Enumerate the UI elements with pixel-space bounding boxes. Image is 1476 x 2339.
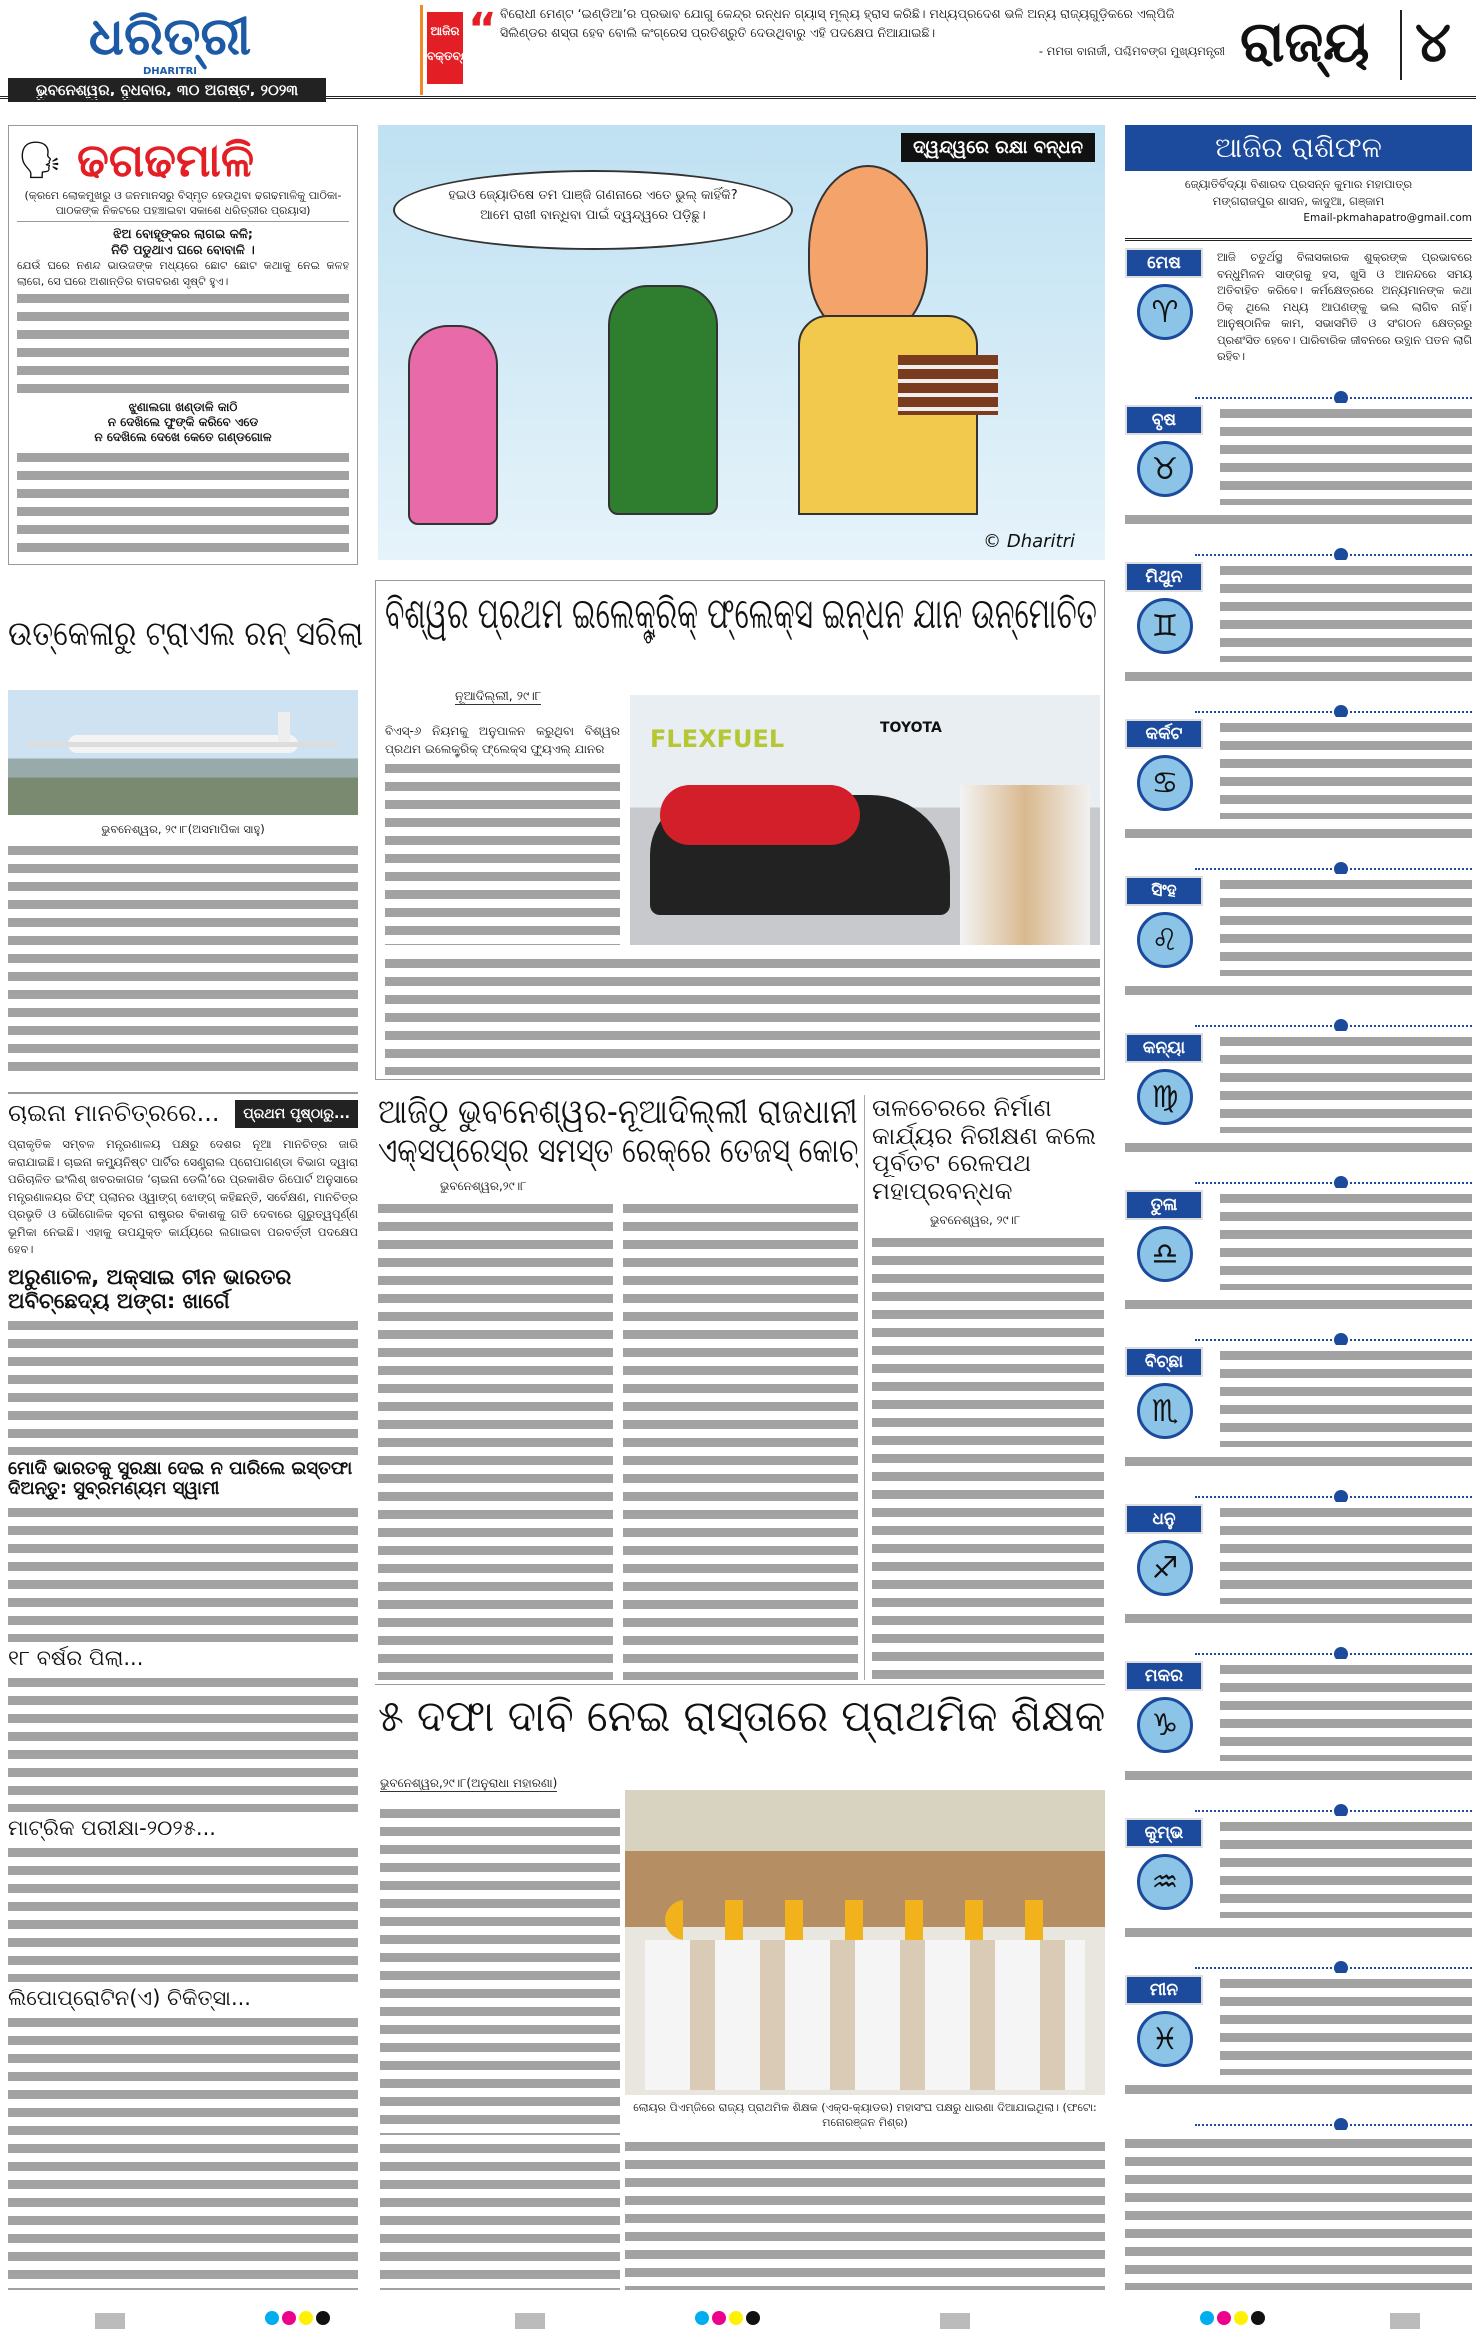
zodiac-sign-icon: ♉ (1137, 441, 1193, 497)
rajdhani-headline-line2: ଏକ୍ସପ୍ରେସ୍‌ର ସମସ୍ତ ରେକ୍‌ରେ ତେଜସ୍ କୋଚ୍ (378, 1132, 858, 1172)
talcher-dateline: ଭୁବନେଶ୍ୱର, ୨୯।୮ (930, 1213, 1021, 1228)
zodiac-sign-icon: ♌ (1137, 912, 1193, 968)
zodiac-side (1125, 1661, 1217, 1765)
books-stack (898, 355, 998, 415)
china-headline: ଚାଇନା ମାନଚିତ୍ରରେ... (8, 1100, 220, 1127)
man-figure (608, 285, 718, 515)
zodiac-item (1125, 1504, 1472, 1659)
zodiac-label: ମୀନ (1125, 1975, 1203, 2005)
zodiac-item (1125, 1347, 1472, 1502)
zodiac-sign-icon: ♒ (1137, 1854, 1193, 1910)
zodiac-item (1125, 719, 1472, 874)
registration-marks (0, 2305, 1476, 2335)
zodiac-label: ସିଂହ (1125, 876, 1203, 906)
zodiac-sign-icon: ♍ (1137, 1069, 1193, 1125)
zodiac-item (1125, 1818, 1472, 1973)
astrologer-figure (808, 165, 928, 335)
china-body: ପ୍ରାକୃତିକ ସମ୍ବଳ ମନ୍ତ୍ରଣାଳୟ ପକ୍ଷରୁ ଦେଶର ନୂଆ ମାନଚିତ୍ର ଜାରି କରାଯାଇଛି। ଚାଇନା କମ୍ୟୁନିଷ୍ଟ ପାର୍ଟିର ସେଣ୍ଟ୍ରାଲ ପ୍ରୋପାଗଣ୍ଡା ବିଭାଗ ଦ୍ୱାରା ପରିଚାଳିତ ଇଂଲିଶ୍ ଖବରକାଗଜ ‘ଚାଇନା ଡେଲି’ରେ ପ୍ରକାଶିତ ରିପୋର୍ଟ ଅନୁସାରେ ମନ୍ତ୍ରଣାଳୟର ଚିଫ୍ ପ୍ଲାନର ଓ୍ୱାଙ୍ଗ୍ ଝୋଙ୍ଗ୍ କହିଛନ୍ତି, ସର୍ବେକ୍ଷଣ, ମାନଚିତ୍ର ପ୍ରଭୃତି ଓ ଭୌଗୋଳିକ ସୂଚନା ରାଷ୍ଟ୍ରର ବିକାଶକୁ ଗତି ଦେବାରେ ଗୁରୁତ୍ୱପୂର୍ଣ୍ଣ ଭୂମିକା ନେଇଛି। ଏହାକୁ ଉପଯୁକ୍ତ କାର୍ଯ୍ୟରେ ଲଗାଇବା ପରବର୍ତ୍ତୀ ପଦକ୍ଷେପ ହେବ। (8, 1137, 358, 1256)
teachers-photo-caption: ଲୋୟର ପିଏମ୍‌ଜିରେ ରାଜ୍ୟ ପ୍ରାଥମିକ ଶିକ୍ଷକ (ଏକ୍ସ-କ୍ୟାଡର) ମହାସଂଘ ପକ୍ଷରୁ ଧାରଣା ଦିଆଯାଇଥିଲା। (ଫଟୋ: ମନୋରଞ୍ଜନ ମିଶ୍ର) (633, 2101, 1097, 2129)
masthead (0, 0, 1476, 100)
cartoon-credit: © Dharitri (983, 531, 1075, 552)
zodiac-label: ମକର (1125, 1661, 1203, 1691)
ugramali-column: 🗣 ଢଗଢମାଳି (କ୍ରମେ ଲୋକମୁଖରୁ ଓ ଜନମାନସରୁ ବିସ୍ମୃତ ହେଉଥିବା ଢଗଢମାଳିକୁ ପାଠିକା-ପାଠକଙ୍କ ନିକଟରେ ପହଞ୍ଚାଇବା ସକାଶେ ଧରିତ୍ରୀର ପ୍ରୟାସ) ଝିଅ ବୋହୂଙ୍କର ଲାଗଇ କଳି; ନିତି ପଡୁଥାଏ ଘରେ ବୋବାଳି । ଯେଉଁ ଘରେ ନଣନ୍ଦ ଭାଉଜଙ୍କ ମଧ୍ୟରେ ଛୋଟ ଛୋଟ କଥାକୁ ନେଇ କଳହ ଲାଗେ, ସେ ଘରେ ଅଶାନ୍ତିର ବାତାବରଣ ସୃଷ୍ଟି ହୁଏ। ଝୁଣାଲଗା ଖଣ୍ଡାଳି କାଠି ନ ଦେଖିଲେ ଫୁଙ୍କି କରିବେ ଏଡେ ନ ଦେଖିଲେ ଦେଖେ କେତେ ଗଣ୍ଡଗୋଳ (8, 125, 358, 565)
zodiac-item (1125, 562, 1472, 717)
zodiac-text: ଆଜି ଚତୁର୍ଥସ୍ଥ ବିଳାସକାରକ ଶୁକ୍ରଙ୍କ ପ୍ରଭାବରେ ବନ୍ଧୁମିଳନ ସାଙ୍ଗକୁ ହସ, ଖୁସି ଓ ଆନନ୍ଦରେ ସମୟ ଅତିବାହିତ କରିବେ। କର୍ମକ୍ଷେତ୍ରରେ ଅନ୍ୟମାନଙ୍କ କଥା ଠିକ୍ ଥିଲେ ମଧ୍ୟ ଆପଣଙ୍କୁ ଭଲ ଲାଗିବ ନାହିଁ। ଆନୁଷ୍ଠାନିକ କାମ, ସଭାସମିତି ଓ ସଂଗଠନ କ୍ଷେତ୍ରରୁ ପ୍ରଶଂସିତ ହେବେ। ପାରିବାରିକ ଜୀବନରେ ଉତ୍ଥାନ ପତନ ଲାଗି ରହିବ। (1217, 251, 1472, 363)
china-column (8, 1100, 358, 2290)
zodiac-item (1125, 1033, 1472, 1188)
quote-text: ବିରୋଧୀ ମେଣ୍ଟ ‘ଇଣ୍ଡିଆ’ର ପ୍ରଭାବ ଯୋଗୁ କେନ୍ଦ୍ର ରନ୍ଧନ ଗ୍ୟାସ୍ ମୂଲ୍ୟ ହ୍ରାସ କରିଛି। ମଧ୍ୟପ୍ରଦେଶ ଭଳି ଅନ୍ୟ ରାଜ୍ୟଗୁଡ଼ିକରେ ଏଲ୍‌ପିଜି ସିଲିଣ୍ଡର ଶସ୍ତା ହେବ ବୋଲି କଂଗ୍ରେସ ପ୍ରତିଶ୍ରୁତି ଦେଉଥିବାରୁ ଏହି ପଦକ୍ଷେପ ନିଆଯାଇଛି। (500, 6, 1175, 40)
flexfuel-dateline: ନୂଆଦିଲ୍ଲୀ, ୨୯।୮ (455, 688, 542, 703)
logo: ଧରିତ୍ରୀ DHARITRI (88, 7, 252, 77)
rajdhani-headline-line1: ଆଜିଠୁ ଭୁବନେଶ୍ୱର-ନୂଆଦିଲ୍ଲୀ ରାଜଧାନୀ (378, 1093, 858, 1132)
teachers-headline: ୫ ଦଫା ଦାବି ନେଇ ରାସ୍ତାରେ ପ୍ରାଥମିକ ଶିକ୍ଷକ (378, 1692, 1105, 1742)
zodiac-sign-icon: ♊ (1137, 598, 1193, 654)
flexfuel-headline: ବିଶ୍ୱର ପ୍ରଥମ ଇଲେକ୍ଟ୍ରିକ୍ ଫ୍ଲେକ୍ସ ଇନ୍ଧନ ଯାନ ଉନ୍ମୋଚିତ (385, 590, 1097, 639)
rajdhani-dateline: ଭୁବନେଶ୍ୱର,୨୯।୮ (440, 1179, 527, 1194)
quote-author: - ମମତା ବାନାର୍ଜୀ, ପଶ୍ଚିମବଙ୍ଗ ମୁଖ୍ୟମନ୍ତ୍ରୀ (1038, 44, 1225, 58)
zodiac-item (1125, 1975, 1472, 2130)
zodiac-sign-icon: ♈ (1137, 284, 1193, 340)
section-name: ରାଜ୍ୟ (1240, 10, 1370, 75)
trial-headline: ଉତ୍କେଳାରୁ ଟ୍ରାଏଲ ରନ୍ ସରିଲା (8, 615, 363, 654)
zodiac-side (1125, 1504, 1217, 1608)
zodiac-label: ମିଥୁନ (1125, 562, 1203, 592)
teachers-protest-photo (625, 1790, 1105, 2095)
first-page-tag: ପ୍ରଥମ ପୃଷ୍ଠାରୁ... (235, 1100, 358, 1128)
zodiac-side (1125, 248, 1217, 352)
zodiac-sign-icon: ♎ (1137, 1226, 1193, 1282)
quote-mark-icon: “ (468, 4, 497, 55)
ugramali-title: ଢଗଢମାଳି (77, 133, 255, 187)
flexfuel-photo: FLEXFUEL TOYOTA (630, 695, 1100, 945)
zodiac-item (1125, 876, 1472, 1031)
talcher-story (872, 1095, 1104, 1680)
zodiac-side (1125, 876, 1217, 980)
zodiac-label: କର୍କଟ (1125, 719, 1203, 749)
zodiac-label: ବିଚ୍ଛା (1125, 1347, 1203, 1377)
quote-tag: ଆଜିର ବକ୍ତବ୍ୟ (427, 12, 463, 84)
zodiac-label: କନ୍ୟା (1125, 1033, 1203, 1063)
aircraft-photo (8, 690, 358, 815)
zodiac-label: କୁମ୍ଭ (1125, 1818, 1203, 1848)
zodiac-item (1125, 248, 1472, 403)
jump-headline-3: ଲିପୋପ୍ରୋଟିନ(ଏ) ଚିକିତ୍ସା... (8, 1986, 251, 2011)
speech-bubble: ହଇଓ ଜ୍ୟୋତିଷେ ତମ ପାଞ୍ଜି ଗଣନାରେ ଏତେ ଭୁଲ୍ କାହିଁକି? ଆମେ ରାଖୀ ବାନ୍ଧିବା ପାଇଁ ଦ୍ୱନ୍ଦ୍ୱରେ ପଡ଼ିଛୁ। (393, 170, 793, 250)
jump-headline-2: ମାଟ୍ରିକ ପରୀକ୍ଷା-୨୦୨୫... (8, 1816, 216, 1841)
trial-dateline: ଭୁବନେଶ୍ୱର, ୨୯।୮(ଅସମାପିକା ସାହୁ) (101, 822, 265, 836)
cartoon-faces-icon: 🗣 (17, 140, 63, 181)
zodiac-sign-icon: ♏ (1137, 1383, 1193, 1439)
zodiac-sign-icon: ♐ (1137, 1540, 1193, 1596)
dateline: ଭୁବନେଶ୍ୱର, ବୁଧବାର, ୩୦ ଅଗଷ୍ଟ, ୨୦୨୩ (8, 78, 326, 102)
zodiac-sign-icon: ♋ (1137, 755, 1193, 811)
zodiac-side (1125, 1347, 1217, 1451)
arunachal-headline: ଅରୁଣାଚଳ, ଅକ୍ସାଇ ଚୀନ ଭାରତର ଅବିଚ୍ଛେଦ୍ୟ ଅଙ୍ଗ: ଖାର୍ଗେ (8, 1264, 292, 1313)
zodiac-item (1125, 1190, 1472, 1345)
modi-headline: ମୋଦି ଭାରତକୁ ସୁରକ୍ଷା ଦେଇ ନ ପାରିଲେ ଇସ୍ତଫା ଦିଅନ୍ତୁ: ସୁବ୍ରମଣ୍ୟମ ସ୍ୱାମୀ (8, 1457, 353, 1500)
rashiphal-title: ଆଜିର ରାଶିଫଳ (1125, 125, 1472, 171)
editorial-cartoon (378, 125, 1105, 560)
zodiac-side (1125, 719, 1217, 823)
zodiac-sign-icon: ♓ (1137, 2011, 1193, 2067)
cartoon-title: ଦ୍ୱନ୍ଦ୍ୱରେ ରକ୍ଷା ବନ୍ଧନ (901, 133, 1095, 162)
teachers-dateline: ଭୁବନେଶ୍ୱର,୨୯।୮(ଅନୁରାଧା ମହାରଣା) (380, 1776, 558, 1790)
zodiac-side (1125, 1975, 1217, 2079)
talcher-headline: ତାଳଚେରରେ ନିର୍ମାଣ କାର୍ଯ୍ୟର ନିରୀକ୍ଷଣ କଲେ ପୂର୍ବତଟ ରେଳପଥ ମହାପ୍ରବନ୍ଧକ (872, 1095, 1096, 1205)
zodiac-side (1125, 562, 1217, 666)
jump-headline-1: ୧୮ ବର୍ଷର ପିଲା... (8, 1645, 144, 1670)
zodiac-label: ବୃଷ (1125, 405, 1203, 435)
quote-block (500, 4, 1225, 59)
zodiac-item (1125, 1661, 1472, 1816)
zodiac-side (1125, 1033, 1217, 1137)
flexfuel-lead: ବିଏସ୍-୬ ନିୟମକୁ ଅନୁପାଳନ କରୁଥିବା ବିଶ୍ୱର ପ୍ରଥମ ଇଲେକ୍ଟ୍ରିକ୍ ଫ୍ଲେକ୍ସ ଫ୍ୟୁଏଲ୍ ଯାନର (385, 724, 620, 756)
woman-figure (408, 325, 498, 525)
zodiac-side (1125, 1190, 1217, 1294)
page-number: ୪ (1415, 10, 1451, 75)
zodiac-side (1125, 405, 1217, 509)
zodiac-label: ଧନୁ (1125, 1504, 1203, 1534)
rashiphal-author: ଜ୍ୟୋତିର୍ବିଦ୍ୟା ବିଶାରଦ ପ୍ରସନ୍ନ କୁମାର ମହାପାତ୍ର ମଙ୍ଗରାଜପୁର ଶାସନ, କାଦୁଆ, ଗଞ୍ଜାମ Email-pkmahapatro@gmail.com (1184, 177, 1472, 224)
zodiac-side (1125, 1818, 1217, 1922)
rajdhani-story (378, 1093, 858, 1680)
zodiac-sign-icon: ♑ (1137, 1697, 1193, 1753)
zodiac-label: ମେଷ (1125, 248, 1203, 278)
zodiac-item (1125, 405, 1472, 560)
zodiac-label: ତୁଳା (1125, 1190, 1203, 1220)
